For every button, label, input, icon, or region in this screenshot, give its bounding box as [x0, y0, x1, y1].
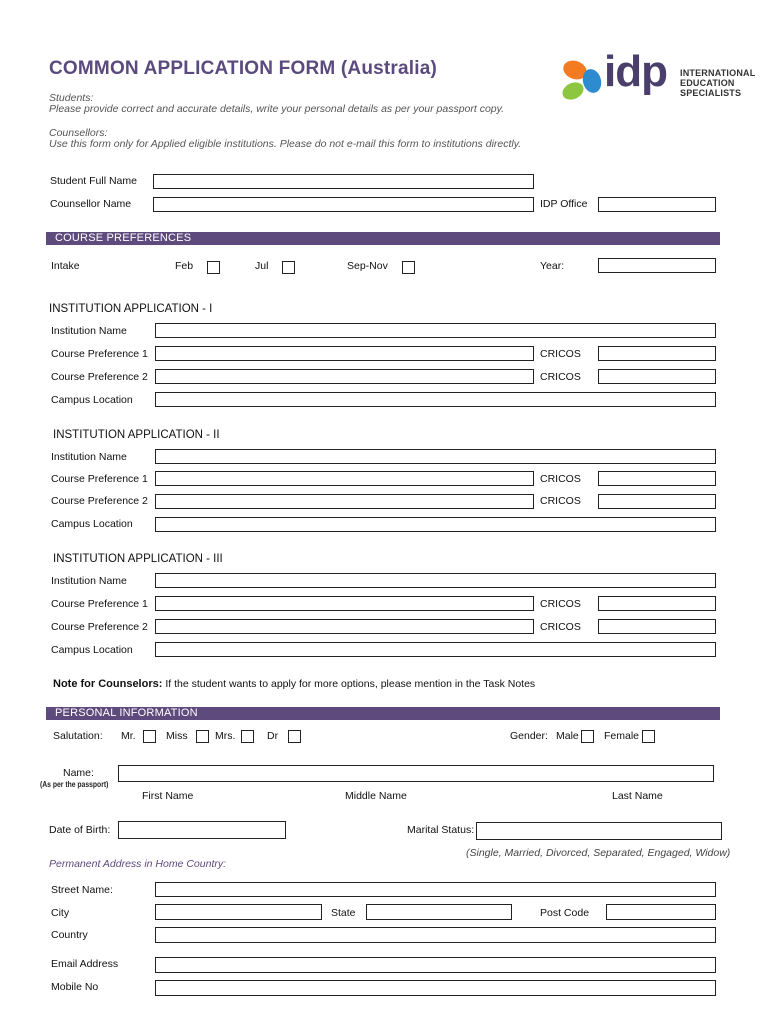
institution-3-cricos-2-label: CRICOS	[540, 621, 581, 633]
intake-feb-checkbox[interactable]	[207, 261, 220, 274]
marital-status-hint: (Single, Married, Divorced, Separated, Engaged, Widow)	[466, 847, 731, 859]
counselor-note-label: Note for Counselors:	[53, 678, 163, 690]
institution-3-course-1-input[interactable]	[155, 596, 534, 611]
institution-3-campus-label: Campus Location	[51, 644, 133, 656]
state-label: State	[331, 907, 356, 919]
gender-female-checkbox[interactable]	[642, 730, 655, 743]
state-input[interactable]	[366, 904, 512, 920]
institution-2-cricos-1-label: CRICOS	[540, 473, 581, 485]
name-passport-hint: (As per the passport)	[40, 780, 109, 789]
intake-label: Intake	[51, 260, 80, 272]
students-label: Students:	[49, 92, 94, 104]
street-name-input[interactable]	[155, 882, 716, 897]
counsellors-label: Counsellors:	[49, 127, 108, 139]
form-title: COMMON APPLICATION FORM (Australia)	[49, 58, 438, 79]
counselor-note-text: If the student wants to apply for more options, please mention in the Task Notes	[165, 678, 536, 690]
institution-3-name-label: Institution Name	[51, 575, 127, 587]
institution-3-cricos-2-input[interactable]	[598, 619, 716, 634]
institution-2-name-label: Institution Name	[51, 451, 127, 463]
country-input[interactable]	[155, 927, 716, 943]
idp-logo-icon	[558, 55, 608, 107]
year-input[interactable]	[598, 258, 716, 273]
idp-logo	[558, 47, 758, 107]
institution-1-course-1-label: Course Preference 1	[51, 348, 148, 360]
institution-1-cricos-2-input[interactable]	[598, 369, 716, 384]
street-name-label: Street Name:	[51, 884, 113, 896]
institution-3-heading: INSTITUTION APPLICATION - III	[53, 553, 223, 565]
institution-3-campus-input[interactable]	[155, 642, 716, 657]
counsellor-name-label: Counsellor Name	[50, 198, 132, 210]
intake-jul-checkbox[interactable]	[282, 261, 295, 274]
idp-wordmark: idp	[604, 47, 667, 96]
year-label: Year:	[540, 260, 565, 272]
course-preferences-heading: COURSE PREFERENCES	[46, 232, 720, 245]
permanent-address-heading: Permanent Address in Home Country:	[49, 858, 227, 870]
institution-3-course-1-label: Course Preference 1	[51, 598, 148, 610]
intake-sepnov-checkbox[interactable]	[402, 261, 415, 274]
intake-feb-label: Feb	[175, 260, 194, 272]
institution-2-cricos-2-label: CRICOS	[540, 495, 581, 507]
country-label: Country	[51, 929, 88, 941]
post-code-label: Post Code	[540, 907, 590, 919]
institution-1-campus-label: Campus Location	[51, 394, 133, 406]
institution-3-cricos-1-input[interactable]	[598, 596, 716, 611]
email-address-input[interactable]	[155, 957, 716, 973]
students-instruction: Please provide correct and accurate details, write your personal details as per your passport copy.	[49, 103, 505, 115]
institution-1-course-1-input[interactable]	[155, 346, 534, 361]
institution-1-name-input[interactable]	[155, 323, 716, 338]
marital-status-label: Marital Status:	[407, 824, 475, 836]
gender-female-label: Female	[604, 730, 640, 742]
institution-3-course-2-input[interactable]	[155, 619, 534, 634]
institution-2-course-1-label: Course Preference 1	[51, 473, 148, 485]
salutation-dr-checkbox[interactable]	[288, 730, 301, 743]
intake-sepnov-label: Sep-Nov	[347, 260, 388, 272]
institution-2-cricos-2-input[interactable]	[598, 494, 716, 509]
dob-input[interactable]	[118, 821, 286, 839]
full-name-input[interactable]	[118, 765, 714, 782]
institution-2-campus-input[interactable]	[155, 517, 716, 532]
mobile-no-input[interactable]	[155, 980, 716, 996]
salutation-mrs-label: Mrs.	[215, 730, 236, 742]
logo-line-3: SPECIALISTS	[680, 88, 742, 98]
institution-2-heading: INSTITUTION APPLICATION - II	[53, 429, 220, 441]
intake-jul-label: Jul	[255, 260, 269, 272]
marital-status-input[interactable]	[476, 822, 722, 840]
last-name-label: Last Name	[612, 790, 663, 802]
student-full-name-label: Student Full Name	[50, 175, 137, 187]
student-full-name-input[interactable]	[153, 174, 534, 189]
institution-1-course-2-input[interactable]	[155, 369, 534, 384]
salutation-mrs-checkbox[interactable]	[241, 730, 254, 743]
institution-1-course-2-label: Course Preference 2	[51, 371, 148, 383]
institution-2-name-input[interactable]	[155, 449, 716, 464]
gender-male-label: Male	[556, 730, 579, 742]
logo-line-2: EDUCATION	[680, 78, 735, 88]
counsellors-instruction: Use this form only for Applied eligible institutions. Please do not e-mail this form to institutions directly.	[49, 138, 522, 150]
idp-office-input[interactable]	[598, 197, 716, 212]
institution-3-course-2-label: Course Preference 2	[51, 621, 148, 633]
institution-1-cricos-1-label: CRICOS	[540, 348, 581, 360]
counselor-note	[53, 678, 535, 690]
institution-3-name-input[interactable]	[155, 573, 716, 588]
mobile-no-label: Mobile No	[51, 981, 99, 993]
institution-1-cricos-2-label: CRICOS	[540, 371, 581, 383]
institution-2-campus-label: Campus Location	[51, 518, 133, 530]
institution-1-heading: INSTITUTION APPLICATION - I	[49, 303, 213, 315]
idp-office-label: IDP Office	[540, 198, 588, 210]
middle-name-label: Middle Name	[345, 790, 407, 802]
personal-information-heading: PERSONAL INFORMATION	[46, 707, 720, 720]
institution-3-cricos-1-label: CRICOS	[540, 598, 581, 610]
post-code-input[interactable]	[606, 904, 716, 920]
logo-line-1: INTERNATIONAL	[680, 68, 756, 78]
city-label: City	[51, 907, 70, 919]
institution-2-course-2-label: Course Preference 2	[51, 495, 148, 507]
institution-2-course-2-input[interactable]	[155, 494, 534, 509]
gender-male-checkbox[interactable]	[581, 730, 594, 743]
name-label: Name:	[63, 767, 94, 779]
salutation-dr-label: Dr	[267, 730, 279, 742]
dob-label: Date of Birth:	[49, 824, 111, 836]
counsellor-name-input[interactable]	[153, 197, 534, 212]
institution-1-cricos-1-input[interactable]	[598, 346, 716, 361]
salutation-mr-checkbox[interactable]	[143, 730, 156, 743]
email-address-label: Email Address	[51, 958, 119, 970]
institution-2-course-1-input[interactable]	[155, 471, 534, 486]
salutation-miss-checkbox[interactable]	[196, 730, 209, 743]
institution-1-name-label: Institution Name	[51, 325, 127, 337]
city-input[interactable]	[155, 904, 322, 920]
salutation-label: Salutation:	[53, 730, 103, 742]
gender-label: Gender:	[510, 730, 548, 742]
salutation-miss-label: Miss	[166, 730, 188, 742]
institution-2-cricos-1-input[interactable]	[598, 471, 716, 486]
salutation-mr-label: Mr.	[121, 730, 136, 742]
institution-1-campus-input[interactable]	[155, 392, 716, 407]
first-name-label: First Name	[142, 790, 194, 802]
